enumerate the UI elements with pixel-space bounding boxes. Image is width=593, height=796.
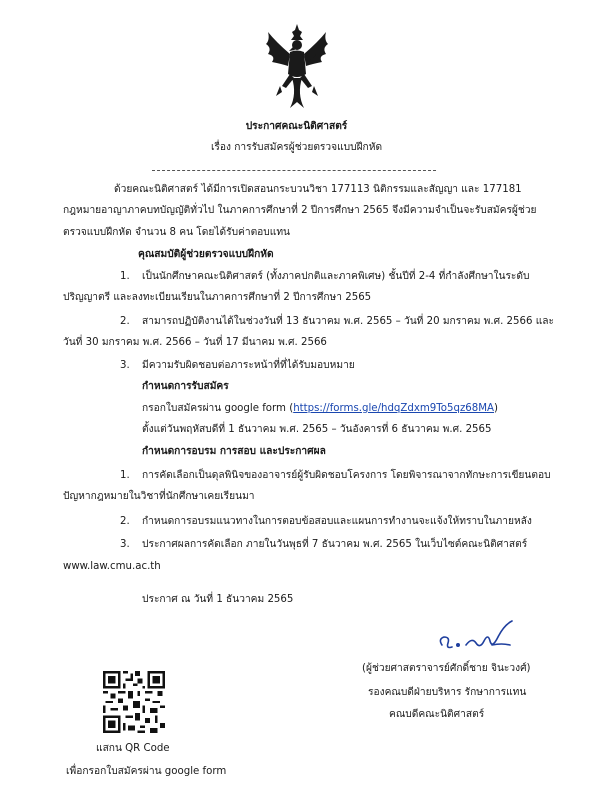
qualification-item-2-line-1: สามารถปฏิบัติงานได้ในช่วงวันที่ 13 ธันวาคม พ.ศ. 2565 – วันที่ 20 มกราคม พ.ศ. 2566 และ	[142, 316, 555, 327]
google-form-link[interactable]: https://forms.gle/hdqZdxm9To5qz68MA	[293, 403, 495, 414]
training-item-1-line-2: ปัญหากฎหมายในวิชาที่นักศึกษาเคยเรียนมา	[63, 491, 255, 502]
training-number: 3.	[120, 539, 130, 550]
qualification-item-2-line-2: วันที่ 30 มกราคม พ.ศ. 2566 – วันที่ 17 มีนาคม พ.ศ. 2566	[63, 337, 327, 348]
training-item-1-line-1: การคัดเลือกเป็นดุลพินิจของอาจารย์ผู้รับผิดชอบโครงการ โดยพิจารณาจากทักษะการเขียนตอบ	[142, 470, 551, 481]
qualification-item-1-line-2: ปริญญาตรี และลงทะเบียนเรียนในภาคการศึกษาที่ 2 ปีการศึกษา 2565	[63, 292, 372, 303]
qualifications-heading: คุณสมบัติผู้ช่วยตรวจแบบฝึกหัด	[138, 249, 274, 260]
application-form-text: กรอกใบสมัครผ่าน google form (	[142, 403, 294, 414]
qr-caption-1: แสกน QR Code	[96, 743, 170, 754]
training-item-3-line-1: ประกาศผลการคัดเลือก ภายในวันพุธที่ 7 ธันวาคม พ.ศ. 2565 ในเว็บไซต์คณะนิติศาสตร์	[142, 539, 528, 550]
qr-caption-2: เพื่อกรอกใบสมัครผ่าน google form	[66, 766, 227, 777]
signatory-name: (ผู้ช่วยศาสตราจารย์ศักดิ์ชาย จินะวงศ์)	[362, 663, 531, 674]
training-heading: กำหนดการอบรม การสอบ และประกาศผล	[142, 446, 326, 457]
training-item-3-line-2: www.law.cmu.ac.th	[63, 561, 161, 572]
separator-line	[152, 170, 436, 171]
intro-line-1: ด้วยคณะนิติศาสตร์ ได้มีการเปิดสอนกระบวนวิชา 177113 นิติกรรมและสัญญา และ 177181	[114, 184, 522, 195]
training-number: 1.	[120, 470, 130, 481]
document-title: ประกาศคณะนิติศาสตร์	[245, 121, 348, 132]
qr-code-icon[interactable]	[103, 671, 165, 733]
qualification-number: 1.	[120, 271, 130, 282]
application-form-close: )	[494, 403, 498, 414]
document-subject: เรื่อง การรับสมัครผู้ช่วยตรวจแบบฝึกหัด	[210, 142, 383, 153]
application-form-line	[142, 403, 498, 416]
qualification-item-1-line-1: เป็นนักศึกษาคณะนิติศาสตร์ (ทั้งภาคปกติและภาคพิเศษ) ชั้นปีที่ 2-4 ที่กำลังศึกษาในระดับ	[142, 271, 530, 282]
signature-image	[432, 615, 542, 661]
garuda-emblem-icon	[262, 22, 332, 110]
qualification-number: 2.	[120, 316, 130, 327]
intro-line-2: กฎหมายอาญาภาคบทบัญญัติทั่วไป ในภาคการศึกษาที่ 2 ปีการศึกษา 2565 จึงมีความจำเป็นจะรับสมัครผู้ช่วย	[63, 205, 537, 216]
training-number: 2.	[120, 516, 130, 527]
application-heading: กำหนดการรับสมัคร	[142, 381, 229, 392]
intro-line-3: ตรวจแบบฝึกหัด จำนวน 8 คน โดยได้รับค่าตอบแทน	[63, 227, 291, 238]
announcement-date: ประกาศ ณ วันที่ 1 ธันวาคม 2565	[142, 594, 294, 605]
signatory-position-2: คณบดีคณะนิติศาสตร์	[389, 709, 485, 720]
training-item-2-line-1: กำหนดการอบรมแนวทางในการตอบข้อสอบและแผนการทำงานจะแจ้งให้ทราบในภายหลัง	[142, 516, 532, 527]
application-period: ตั้งแต่วันพฤหัสบดีที่ 1 ธันวาคม พ.ศ. 2565 – วันอังคารที่ 6 ธันวาคม พ.ศ. 2565	[142, 424, 492, 435]
qualification-number: 3.	[120, 360, 130, 371]
qualification-item-3-line-1: มีความรับผิดชอบต่อภาระหน้าที่ที่ได้รับมอบหมาย	[142, 360, 355, 371]
signatory-position-1: รองคณบดีฝ่ายบริหาร รักษาการแทน	[368, 687, 527, 698]
